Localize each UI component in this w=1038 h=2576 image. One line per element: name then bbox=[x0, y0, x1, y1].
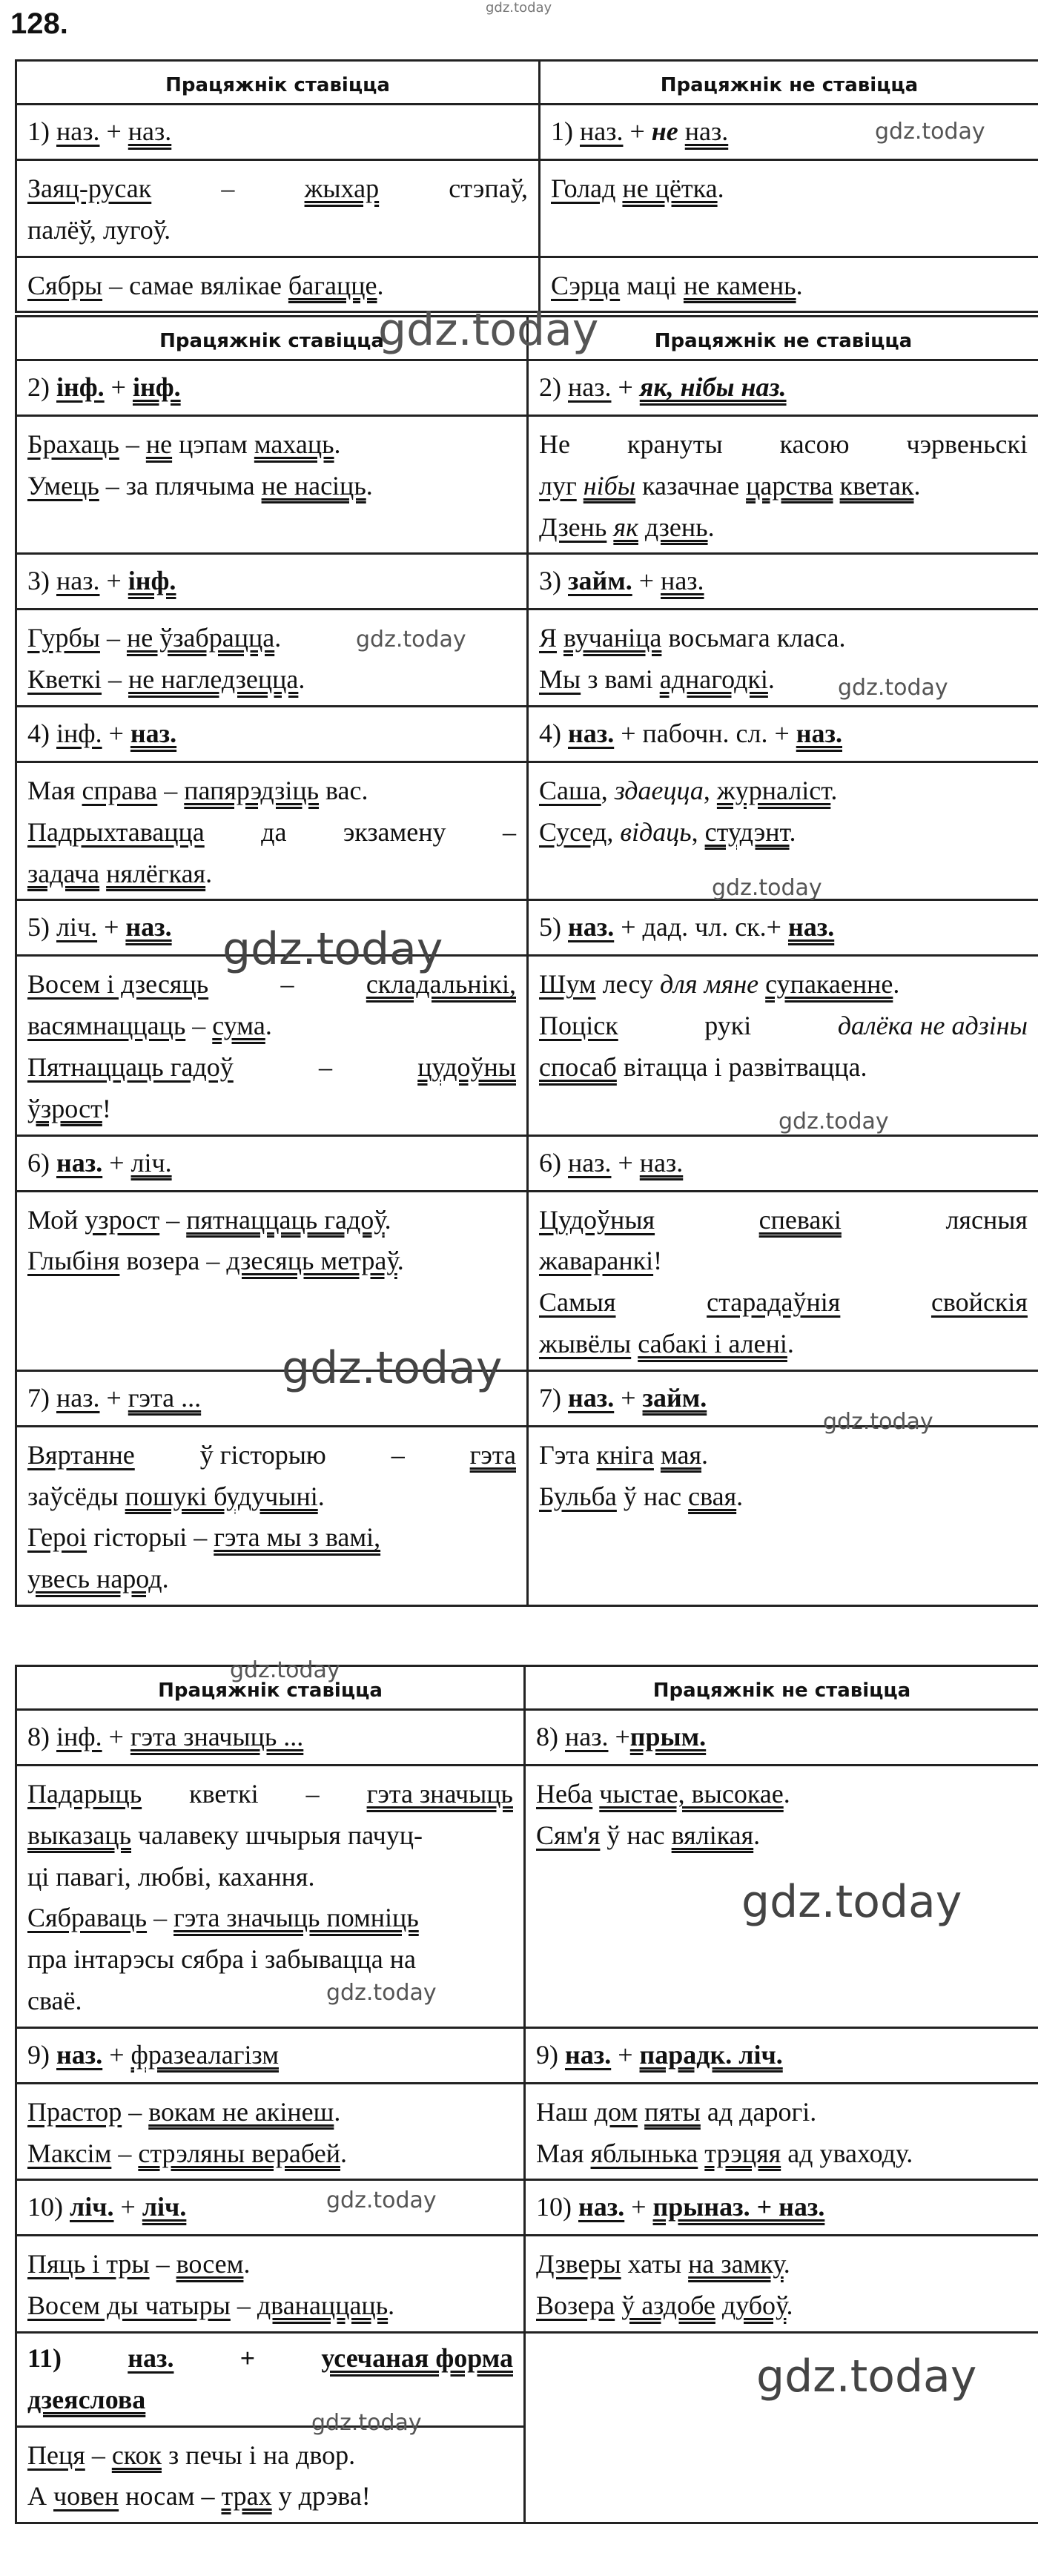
formula-11-left: 11) наз. + усечаная форма дзеяслова bbox=[16, 2332, 525, 2426]
formula-4-left: 4) інф. + наз. bbox=[16, 706, 528, 762]
watermark: gdz.today bbox=[378, 304, 599, 356]
header-right: Працяжнік не ставіцца bbox=[525, 1666, 1038, 1710]
watermark: gdz.today bbox=[741, 1876, 962, 1928]
watermark: gdz.today bbox=[356, 627, 466, 653]
example-4-left: Мая справа – папярэдзіць вас. Падрыхтавацца да экзамену – задача нялёгкая. bbox=[16, 762, 528, 899]
formula-10-right: 10) наз. + прыназ. + наз. bbox=[525, 2180, 1038, 2236]
header-left: Працяжнік ставіцца bbox=[16, 1666, 525, 1710]
example-9-right: Наш дом пяты ад дарогі. Мая яблынька трэцяя ад уваходу. bbox=[525, 2083, 1038, 2180]
example-8-right: Неба чыстае, высокае. Сям'я ў нас вялікая. bbox=[525, 1766, 1038, 2028]
formula-5-right: 5) наз. + дад. чл. ск.+ наз. bbox=[528, 900, 1038, 956]
formula-4-right: 4) наз. + пабочн. сл. + наз. bbox=[528, 706, 1038, 762]
example-7-right: Гэта кніга мая. Бульба ў нас свая. bbox=[528, 1426, 1038, 1605]
formula-6-left: 6) наз. + ліч. bbox=[16, 1135, 528, 1191]
header-left: Працяжнік ставіцца bbox=[16, 61, 540, 105]
header-right: Працяжнік не ставіцца bbox=[540, 61, 1038, 105]
example-8-left: Падарыць кветкі – гэта значыць выказаць чалавеку шчырыя пачуц- ці павагі, любві, кахання. Сябраваць – гэта значыць помніць пра інтарэсы сябра і забывацца на сваё. bbox=[16, 1766, 525, 2028]
example-5-left: Восем і дзесяць – складальнікі, васямнаццаць – сума. Пятнаццаць гадоў – цудоўны ўзрост! bbox=[16, 956, 528, 1135]
watermark: gdz.today bbox=[823, 1409, 933, 1435]
example-10-left: Пяць і тры – восем. Восем ды чатыры – дванаццаць. bbox=[16, 2236, 525, 2333]
example-3-left: Гурбы – не ўзабрацца. Кветкі – не нагледзецца. bbox=[16, 610, 528, 707]
watermark: gdz.today bbox=[712, 875, 822, 901]
example-9-left: Прастор – вокам не акінеш. Максім – стрэляны верабей. bbox=[16, 2083, 525, 2180]
example-6-left: Мой узрост – пятнаццаць гадоў. Глыбіня возера – дзесяць метраў. bbox=[16, 1191, 528, 1370]
example-6-right: Цудоўныя спевакі лясныя жаваранкі! Самыя старадаўнія свойскія жывёлы сабакі і алені. bbox=[528, 1191, 1038, 1370]
watermark: gdz.today bbox=[756, 2351, 977, 2402]
watermark: gdz.today bbox=[311, 2410, 422, 2436]
example-11-left: Пеця – скок з печы і на двор. А човен носам – трах у дрэва! bbox=[16, 2426, 525, 2523]
exercise-number: 128. bbox=[10, 7, 68, 40]
watermark: gdz.today bbox=[222, 923, 443, 975]
formula-8-right: 8) наз. +прым. bbox=[525, 1710, 1038, 1766]
formula-2-left: 2) інф. + інф. bbox=[16, 360, 528, 416]
watermark: gdz.today bbox=[326, 1980, 437, 2006]
formula-1-right: 1) наз. + не наз. bbox=[540, 105, 1038, 160]
example-7-left: Вяртанне ў гісторыю – гэта заўсёды пошукі будучыні. Героі гісторыі – гэта мы з вамі, увесь народ. bbox=[16, 1426, 528, 1605]
example-3-right: Я вучаніца восьмага класа. Мы з вамі аднагодкі. bbox=[528, 610, 1038, 707]
example-2-left: Брахаць – не цэпам махаць. Умець – за плячыма не насіць. bbox=[16, 416, 528, 554]
formula-2-right: 2) наз. + як, нібы наз. bbox=[528, 360, 1038, 416]
formula-9-left: 9) наз. + фразеалагізм bbox=[16, 2027, 525, 2083]
example-1a-left: Заяц-русак – жыхар стэпаў, палёў, лугоў. bbox=[16, 160, 540, 257]
table-block-1 bbox=[15, 59, 1038, 313]
example-10-right: Дзверы хаты на замку. Возера ў аздобе дубоў. bbox=[525, 2236, 1038, 2333]
watermark: gdz.today bbox=[282, 1342, 503, 1394]
header-left: Працяжнік ставіцца bbox=[16, 317, 528, 360]
formula-6-right: 6) наз. + наз. bbox=[528, 1135, 1038, 1191]
example-1b-left: Сябры – самае вялікае багацце. bbox=[16, 257, 540, 312]
example-2-right: Не крануты касою чэрвеньскі луг нібы казачнае царства кветак. Дзень як дзень. bbox=[528, 416, 1038, 554]
formula-10-left: 10) ліч. + ліч. bbox=[16, 2180, 525, 2236]
formula-3-left: 3) наз. + інф. bbox=[16, 554, 528, 610]
example-4-right: Саша, здаецца, журналіст. Сусед, відаць, студэнт. bbox=[528, 762, 1038, 899]
watermark: gdz.today bbox=[838, 675, 948, 701]
example-5-right: Шум лесу для мяне супакаенне. Поціск рукі далёка не адзіны спосаб вітацца і развітвацца. bbox=[528, 956, 1038, 1135]
watermark: gdz.today bbox=[778, 1109, 889, 1135]
formula-8-left: 8) інф. + гэта значыць ... bbox=[16, 1710, 525, 1766]
formula-7-left: 7) наз. + гэта ... bbox=[16, 1370, 528, 1426]
watermark: gdz.today bbox=[486, 0, 552, 16]
formula-9-right: 9) наз. + парадк. ліч. bbox=[525, 2027, 1038, 2083]
formula-5-left: 5) ліч. + наз. bbox=[16, 900, 528, 956]
formula-3-right: 3) займ. + наз. bbox=[528, 554, 1038, 610]
formula-1-left: 1) наз. + наз. bbox=[16, 105, 540, 160]
watermark: gdz.today bbox=[875, 119, 985, 145]
formula-7-right: 7) наз. + займ. bbox=[528, 1370, 1038, 1426]
watermark: gdz.today bbox=[230, 1657, 340, 1683]
header-right: Працяжнік не ставіцца bbox=[528, 317, 1038, 360]
example-1b-right: Сэрца маці не камень. bbox=[540, 257, 1038, 312]
example-1a-right: Голад не цётка. bbox=[540, 160, 1038, 257]
watermark: gdz.today bbox=[326, 2187, 437, 2213]
